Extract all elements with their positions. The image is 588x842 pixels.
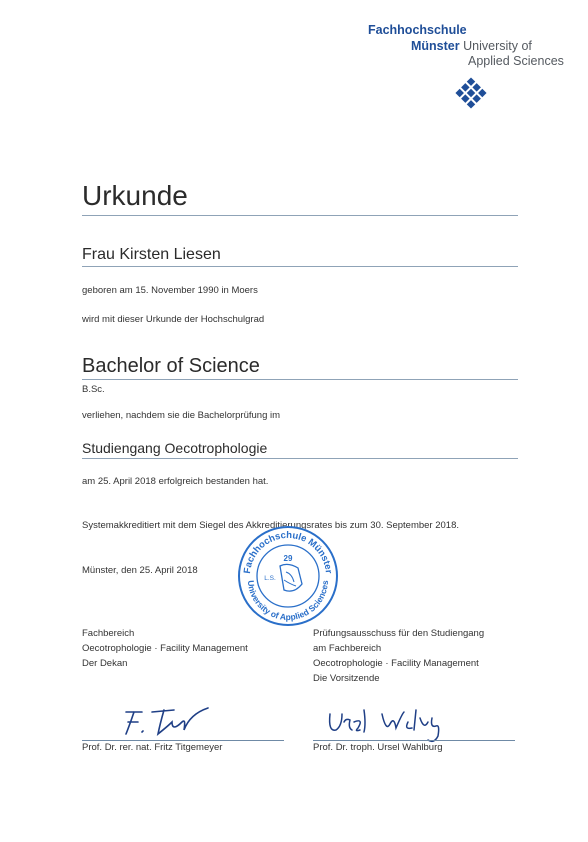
signature-left-image — [112, 700, 222, 742]
conferred-line: verliehen, nachdem sie die Bachelorprüfung im — [82, 410, 281, 421]
program-title: Studiengang Oecotrophologie — [82, 440, 268, 456]
logo-line-1: Fachhochschule — [368, 23, 467, 37]
recipient-name: Frau Kirsten Liesen — [82, 246, 221, 263]
logo-line-2-bold: Münster — [411, 39, 460, 53]
faculty-line-1: Fachbereich — [82, 628, 135, 639]
signature-left-rule — [82, 740, 284, 741]
committee-line-4: Die Vorsitzende — [313, 673, 380, 684]
seal-bottom-text: University of Applied Sciences — [245, 579, 331, 623]
accreditation-line: Systemakkreditiert mit dem Siegel des Akkreditierungsrates bis zum 30. September 2018. — [82, 520, 460, 531]
birth-line: geboren am 15. November 1990 in Moers — [82, 285, 258, 296]
signature-right-name: Prof. Dr. troph. Ursel Wahlburg — [313, 742, 443, 753]
faculty-block — [82, 626, 248, 671]
grant-line: wird mit dieser Urkunde der Hochschulgrad — [82, 314, 265, 325]
committee-line-1: Prüfungsausschuss für den Studiengang — [313, 628, 485, 639]
signature-right-rule — [313, 740, 515, 741]
committee-line-3: Oecotrophologie · Facility Management — [313, 658, 479, 669]
document-title: Urkunde — [82, 180, 188, 211]
program-rule — [82, 458, 518, 459]
seal-crest-icon — [280, 564, 302, 591]
recipient-rule — [82, 266, 518, 267]
degree-title: Bachelor of Science — [82, 355, 260, 377]
logo-line-3: Applied Sciences — [468, 54, 564, 68]
faculty-line-3: Der Dekan — [82, 658, 128, 669]
committee-block — [313, 626, 484, 686]
passed-line: am 25. April 2018 erfolgreich bestanden hat. — [82, 476, 269, 487]
faculty-line-2: Oecotrophologie · Facility Management — [82, 643, 248, 654]
committee-line-2: am Fachbereich — [313, 643, 382, 654]
seal-top-text: Fachhochschule Münster — [242, 529, 334, 575]
degree-abbreviation: B.Sc. — [82, 384, 105, 395]
logo-line-2 — [411, 38, 532, 54]
title-rule — [82, 215, 518, 216]
seal-ls: L.S. — [264, 575, 276, 582]
degree-rule — [82, 379, 518, 380]
place-date-line: Münster, den 25. April 2018 — [82, 565, 198, 576]
logo-diamond-icon — [454, 76, 488, 110]
seal-number: 29 — [283, 554, 293, 563]
logo-line-2-rest: University of — [463, 39, 532, 53]
official-seal — [236, 524, 340, 628]
signature-left-name: Prof. Dr. rer. nat. Fritz Titgemeyer — [82, 742, 223, 753]
